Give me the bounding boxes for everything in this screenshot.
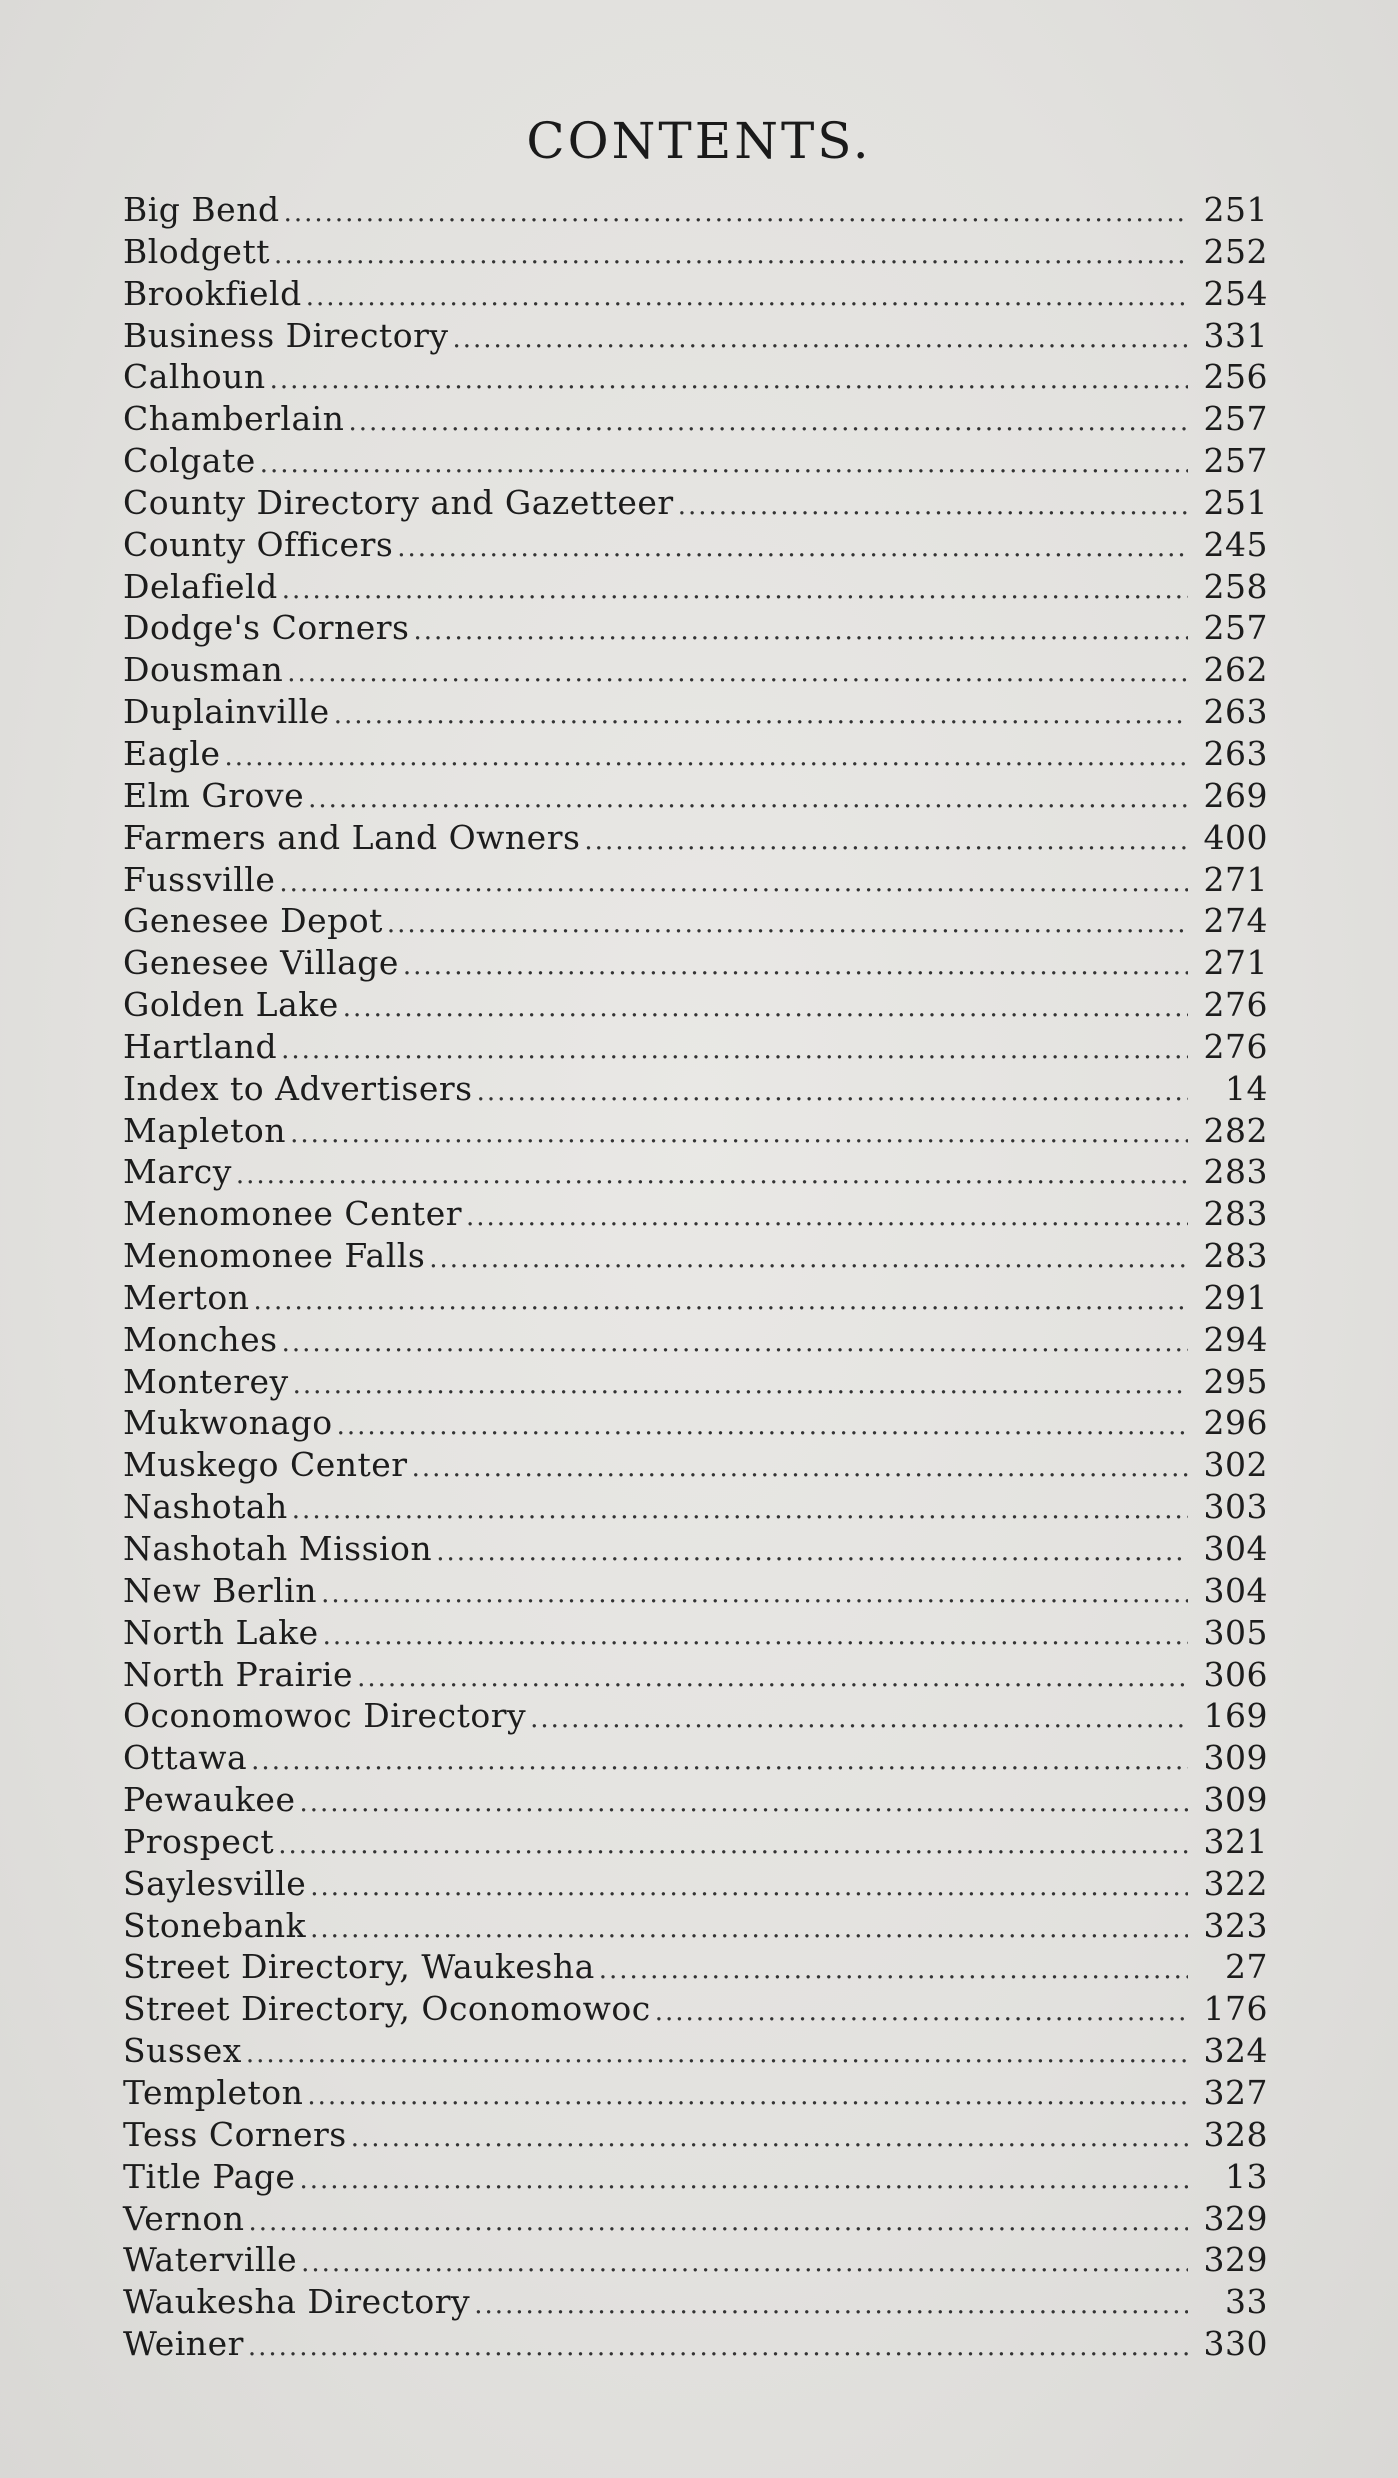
toc-entry-name: Brookfield: [123, 273, 302, 313]
toc-entry-page: 258: [1203, 566, 1268, 606]
toc-entry-name: Farmers and Land Owners: [123, 817, 581, 857]
toc-entry: [123, 1152, 1268, 1194]
dot-leader: [282, 1328, 1188, 1358]
dot-leader: [414, 616, 1189, 646]
toc-entry-page: 324: [1203, 2031, 1268, 2071]
toc-entry: [123, 232, 1268, 274]
toc-entry: [123, 1947, 1268, 1989]
toc-entry-name: Menomonee Falls: [123, 1236, 426, 1276]
dot-leader: [348, 407, 1188, 437]
toc-entry: [123, 1571, 1268, 1613]
toc-entry-page: 295: [1203, 1361, 1268, 1401]
dot-leader: [530, 1704, 1188, 1734]
dot-leader: [248, 2332, 1188, 2362]
toc-entry-name: Big Bend: [123, 190, 280, 229]
dot-leader: [278, 1830, 1188, 1860]
toc-entry: [123, 692, 1268, 734]
toc-entry-name: Duplainville: [123, 692, 330, 732]
page-title: CONTENTS.: [526, 112, 872, 170]
toc-entry-page: 274: [1203, 901, 1268, 941]
dot-leader: [321, 1579, 1188, 1609]
toc-entry: [123, 860, 1268, 902]
dot-leader: [253, 1286, 1188, 1316]
toc-entry-page: 296: [1203, 1403, 1268, 1443]
toc-entry: [123, 483, 1268, 525]
dot-leader: [323, 1621, 1188, 1651]
toc-entry-page: 283: [1203, 1236, 1268, 1276]
toc-entry-name: Mapleton: [123, 1110, 287, 1150]
dot-leader: [307, 2081, 1188, 2111]
toc-entry-page: 322: [1203, 1863, 1268, 1903]
toc-entry: [123, 357, 1268, 399]
toc-entry-name: Templeton: [123, 2072, 304, 2112]
toc-entry-page: 257: [1203, 608, 1268, 648]
toc-entry-name: Fussville: [123, 859, 276, 899]
dot-leader: [474, 2290, 1188, 2320]
toc-entry-name: Sussex: [123, 2031, 242, 2071]
toc-entry: [123, 1989, 1268, 2031]
dot-leader: [251, 1746, 1188, 1776]
toc-entry-name: Genesee Depot: [123, 901, 383, 941]
toc-entry-page: 283: [1203, 1194, 1268, 1234]
dot-leader: [301, 2248, 1188, 2278]
toc-entry-page: 303: [1203, 1487, 1268, 1527]
dot-leader: [655, 1997, 1188, 2027]
dot-leader: [299, 2165, 1188, 2195]
toc-entry-page: 323: [1203, 1905, 1268, 1945]
toc-entry: [123, 2240, 1268, 2282]
toc-entry-page: 306: [1203, 1654, 1268, 1694]
toc-entry-page: 252: [1203, 231, 1268, 271]
dot-leader: [466, 1202, 1188, 1232]
dot-leader: [397, 533, 1188, 563]
toc-entry: [123, 2199, 1268, 2241]
toc-entry-page: 271: [1203, 859, 1268, 899]
toc-entry-name: New Berlin: [123, 1570, 318, 1610]
toc-entry: [123, 985, 1268, 1027]
toc-entry: [123, 316, 1268, 358]
toc-entry: [123, 2282, 1268, 2324]
toc-entry-name: Monterey: [123, 1361, 289, 1401]
toc-entry: [123, 776, 1268, 818]
toc-entry: [123, 1906, 1268, 1948]
toc-entry-page: 251: [1203, 482, 1268, 522]
dot-leader: [436, 1537, 1188, 1567]
toc-entry: [123, 901, 1268, 943]
dot-leader: [292, 1495, 1188, 1525]
dot-leader: [357, 1663, 1188, 1693]
dot-leader: [293, 1370, 1188, 1400]
toc-entry-name: Ottawa: [123, 1738, 248, 1778]
toc-entry-name: Delafield: [123, 566, 278, 606]
toc-entry: [123, 734, 1268, 776]
toc-entry: [123, 1529, 1268, 1571]
dot-leader: [334, 700, 1188, 730]
toc-entry-page: 27: [1225, 1947, 1268, 1987]
dot-leader: [260, 449, 1188, 479]
toc-entry-page: 327: [1203, 2072, 1268, 2112]
toc-entry-page: 169: [1203, 1696, 1268, 1736]
dot-leader: [584, 826, 1188, 856]
toc-entry-page: 254: [1203, 273, 1268, 313]
toc-entry: [123, 1027, 1268, 1069]
toc-entry: [123, 1403, 1268, 1445]
toc-entry-name: Stonebank: [123, 1905, 307, 1945]
toc-entry-name: Hartland: [123, 1026, 278, 1066]
toc-entry: [123, 608, 1268, 650]
toc-entry: [123, 190, 1268, 232]
dot-leader: [236, 1160, 1188, 1190]
dot-leader: [299, 1788, 1188, 1818]
toc-entry-name: Mukwonago: [123, 1403, 333, 1443]
dot-leader: [310, 1914, 1188, 1944]
dot-leader: [282, 575, 1188, 605]
dot-leader: [308, 784, 1188, 814]
toc-entry-name: Prospect: [123, 1821, 275, 1861]
toc-entry-name: Waterville: [123, 2240, 298, 2280]
toc-entry-page: 328: [1203, 2114, 1268, 2154]
toc-entry-name: North Prairie: [123, 1654, 354, 1694]
toc-entry: [123, 2031, 1268, 2073]
dot-leader: [452, 324, 1188, 354]
toc-entry-page: 305: [1203, 1612, 1268, 1652]
toc-entry: [123, 818, 1268, 860]
toc-entry: [123, 274, 1268, 316]
toc-entry-name: Street Directory, Oconomowoc: [123, 1989, 651, 2029]
toc-entry-page: 330: [1203, 2324, 1268, 2364]
toc-entry-page: 321: [1203, 1821, 1268, 1861]
toc-entry-name: Blodgett: [123, 231, 270, 271]
dot-leader: [337, 1411, 1188, 1441]
toc-entry-page: 271: [1203, 943, 1268, 983]
toc-entry-page: 294: [1203, 1319, 1268, 1359]
toc-entry-page: 283: [1203, 1152, 1268, 1192]
toc-entry-page: 291: [1203, 1277, 1268, 1317]
toc-entry-name: Eagle: [123, 733, 221, 773]
toc-entry-name: Tess Corners: [123, 2114, 347, 2154]
toc-entry: [123, 399, 1268, 441]
dot-leader: [246, 2039, 1188, 2069]
toc-entry-page: 309: [1203, 1780, 1268, 1820]
toc-entry: [123, 1738, 1268, 1780]
dot-leader: [306, 282, 1188, 312]
toc-entry-page: 176: [1203, 1989, 1268, 2029]
toc-entry-page: 304: [1203, 1570, 1268, 1610]
dot-leader: [429, 1244, 1188, 1274]
toc-entry-name: Monches: [123, 1319, 278, 1359]
toc-entry-name: Index to Advertisers: [123, 1068, 473, 1108]
toc-entry-name: Merton: [123, 1277, 250, 1317]
toc-entry: [123, 1194, 1268, 1236]
toc-entry: [123, 1696, 1268, 1738]
toc-entry: [123, 2324, 1268, 2366]
dot-leader: [678, 491, 1188, 521]
toc-entry-name: Title Page: [123, 2156, 296, 2196]
toc-entry-name: Street Directory, Waukesha: [123, 1947, 595, 1987]
toc-entry-page: 263: [1203, 733, 1268, 773]
toc-entry-page: 329: [1203, 2240, 1268, 2280]
dot-leader: [387, 909, 1188, 939]
toc-entry-page: 309: [1203, 1738, 1268, 1778]
dot-leader: [248, 2207, 1188, 2237]
dot-leader: [403, 951, 1188, 981]
toc-entry-name: Calhoun: [123, 357, 266, 397]
dot-leader: [477, 1077, 1188, 1107]
toc-entry-name: Genesee Village: [123, 943, 399, 983]
dot-leader: [224, 742, 1188, 772]
toc-entry-name: Vernon: [123, 2198, 245, 2238]
toc-entry: [123, 1362, 1268, 1404]
toc-entry-name: Golden Lake: [123, 985, 339, 1025]
toc-entry-page: 257: [1203, 441, 1268, 481]
toc-entry: [123, 2157, 1268, 2199]
toc-entry: [123, 650, 1268, 692]
toc-entry-name: Dodge's Corners: [123, 608, 410, 648]
toc-entry: [123, 1236, 1268, 1278]
toc-entry: [123, 1445, 1268, 1487]
toc-entry: [123, 525, 1268, 567]
toc-entry-name: Pewaukee: [123, 1780, 296, 1820]
toc-entry-name: Business Directory: [123, 315, 449, 355]
toc-entry-page: 33: [1225, 2282, 1268, 2322]
toc-entry-name: Menomonee Center: [123, 1194, 462, 1234]
toc-entry-name: Chamberlain: [123, 399, 345, 439]
toc-entry-page: 256: [1203, 357, 1268, 397]
toc-entry-page: 400: [1203, 817, 1268, 857]
toc-entry: [123, 1111, 1268, 1153]
dot-leader: [343, 993, 1188, 1023]
dot-leader: [284, 198, 1188, 228]
toc-entry: [123, 2073, 1268, 2115]
toc-entry: [123, 1278, 1268, 1320]
toc-entry-name: Weiner: [123, 2324, 244, 2364]
toc-entry-name: Dousman: [123, 650, 284, 690]
toc-entry-name: Waukesha Directory: [123, 2282, 471, 2322]
toc-entry: [123, 1822, 1268, 1864]
toc-entry-name: County Directory and Gazetteer: [123, 482, 674, 522]
toc-entry-page: 263: [1203, 692, 1268, 732]
toc-entry-page: 302: [1203, 1445, 1268, 1485]
toc-entry: [123, 1780, 1268, 1822]
toc-entry-name: Elm Grove: [123, 775, 305, 815]
dot-leader: [290, 1119, 1188, 1149]
toc-entry-page: 257: [1203, 399, 1268, 439]
toc-entry-name: Nashotah: [123, 1487, 288, 1527]
toc-entry: [123, 2115, 1268, 2157]
toc-entry: [123, 1069, 1268, 1111]
toc-entry: [123, 1613, 1268, 1655]
toc-entry: [123, 1320, 1268, 1362]
toc-entry: [123, 1655, 1268, 1697]
toc-entry: [123, 1487, 1268, 1529]
dot-leader: [279, 868, 1188, 898]
toc-entry-name: Colgate: [123, 441, 256, 481]
dot-leader: [270, 365, 1188, 395]
dot-leader: [351, 2123, 1188, 2153]
toc-entry-name: Nashotah Mission: [123, 1529, 433, 1568]
dot-leader: [281, 1035, 1188, 1065]
dot-leader: [274, 240, 1188, 270]
dot-leader: [599, 1955, 1188, 1985]
toc-entry: [123, 943, 1268, 985]
toc-entry-page: 262: [1203, 650, 1268, 690]
dot-leader: [310, 1872, 1188, 1902]
toc-entry-name: Saylesville: [123, 1863, 307, 1903]
toc-entry-page: 276: [1203, 1026, 1268, 1066]
toc-entry-page: 245: [1203, 524, 1268, 564]
toc-entry: [123, 567, 1268, 609]
toc-entry-page: 14: [1225, 1068, 1268, 1108]
toc-entry-page: 331: [1203, 315, 1268, 355]
toc-entry-name: Marcy: [123, 1152, 232, 1192]
toc-entry-name: Oconomowoc Directory: [123, 1696, 527, 1736]
toc-entry-page: 282: [1203, 1110, 1268, 1150]
toc-entry-page: 269: [1203, 775, 1268, 815]
toc-entry-page: 276: [1203, 985, 1268, 1025]
toc-entry: [123, 441, 1268, 483]
toc-entry-name: County Officers: [123, 524, 394, 564]
dot-leader: [412, 1453, 1188, 1483]
toc-entry-page: 329: [1203, 2198, 1268, 2238]
toc-entry-name: North Lake: [123, 1612, 319, 1652]
toc-entry-name: Muskego Center: [123, 1445, 408, 1485]
dot-leader: [287, 658, 1188, 688]
toc-entry-page: 251: [1203, 190, 1268, 229]
toc-entry-page: 304: [1203, 1529, 1268, 1568]
toc-entry-page: 13: [1225, 2156, 1268, 2196]
toc-entry: [123, 1864, 1268, 1906]
table-of-contents: [123, 190, 1268, 2366]
